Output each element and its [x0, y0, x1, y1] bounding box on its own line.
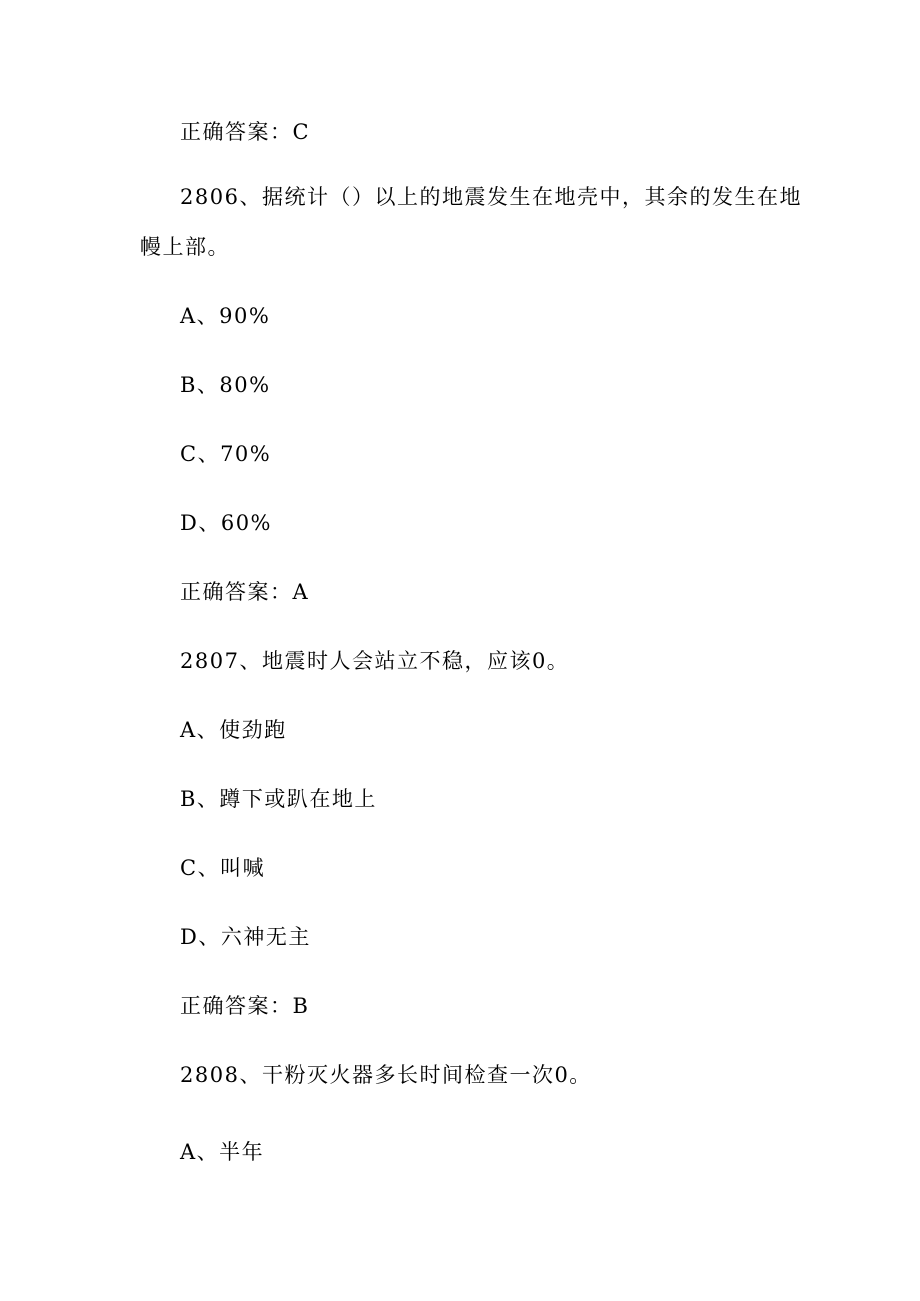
- option-a-2808: A、半年: [180, 1140, 265, 1164]
- option-a-2807: A、使劲跑: [180, 718, 287, 742]
- option-b-2806: B、80%: [180, 373, 271, 397]
- answer-line-2805: 正确答案：C: [180, 120, 311, 144]
- option-c-2806: C、70%: [180, 442, 272, 466]
- question-2807: 2807、地震时人会站立不稳，应该0。: [180, 649, 570, 673]
- option-d-2806: D、60%: [180, 511, 273, 535]
- option-d-2807: D、六神无主: [180, 925, 311, 949]
- option-b-2807: B、蹲下或趴在地上: [180, 787, 377, 811]
- answer-line-2806: 正确答案：A: [180, 580, 310, 604]
- question-2808: 2808、干粉灭火器多长时间检查一次0。: [180, 1063, 592, 1087]
- question-2806-line-1: 2806、据统计（）以上的地震发生在地壳中，其余的发生在地: [180, 185, 802, 209]
- question-2806-line-2: 幔上部。: [140, 235, 230, 259]
- option-c-2807: C、叫喊: [180, 856, 266, 880]
- option-a-2806: A、90%: [180, 304, 271, 328]
- answer-line-2807: 正确答案：B: [180, 994, 310, 1018]
